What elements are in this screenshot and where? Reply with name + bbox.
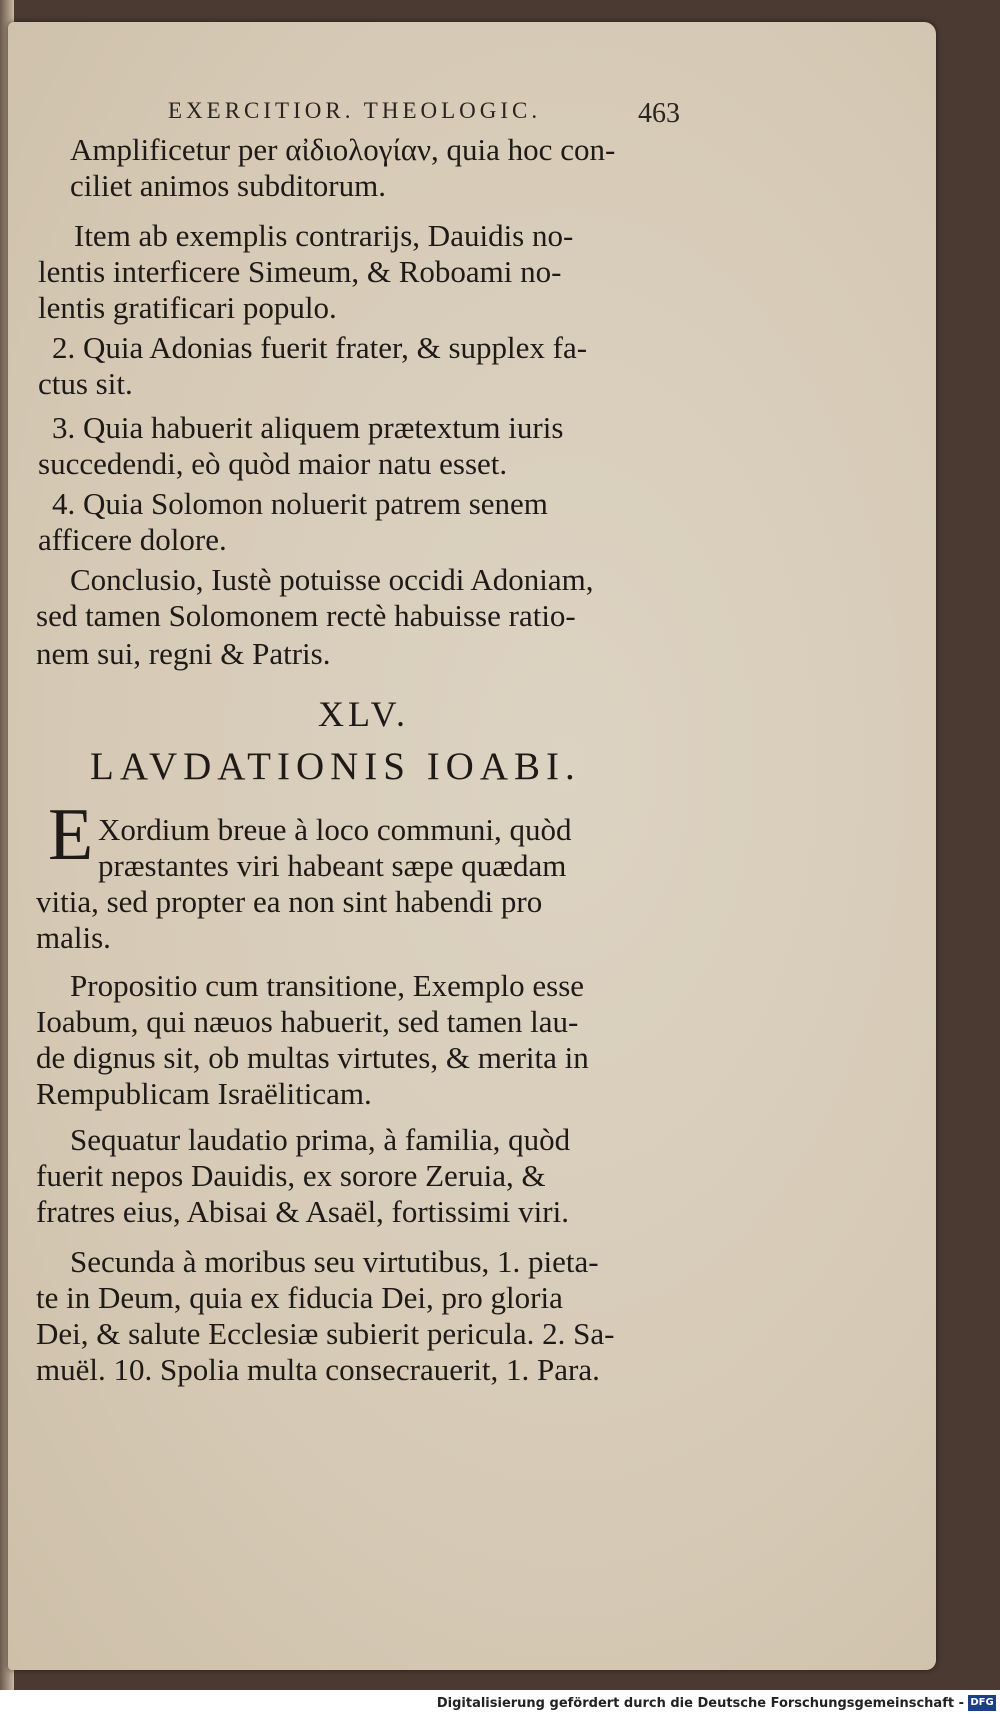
text-line: Item ab exemplis contrarijs, Dauidis no- — [74, 218, 574, 253]
footer-bar — [0, 1690, 1000, 1718]
text-line: fuerit nepos Dauidis, ex sorore Zeruia, & — [36, 1158, 546, 1193]
text-line: Rempublicam Israëliticam. — [36, 1076, 372, 1111]
text-line: lentis interficere Simeum, & Roboami no- — [38, 254, 562, 289]
text-line: de dignus sit, ob multas virtutes, & merita in — [36, 1040, 589, 1075]
running-head: EXERCITIOR. THEOLOGIC. — [168, 98, 542, 123]
text-line: Dei, & salute Ecclesiæ subierit pericula. 2. Sa- — [36, 1316, 615, 1351]
section-title: LAVDATIONIS IOABI. — [90, 745, 581, 788]
text-line: Xordium breue à loco communi, quòd — [98, 812, 572, 847]
text-line: ciliet animos subditorum. — [70, 168, 386, 203]
text-line: sed tamen Solomonem rectè habuisse ratio- — [36, 598, 576, 633]
text-line: malis. — [36, 920, 111, 955]
text-line: Sequatur laudatio prima, à familia, quòd — [70, 1122, 571, 1157]
text-line: Conclusio, Iustè potuisse occidi Adoniam, — [70, 562, 594, 597]
text-line: Secunda à moribus seu virtutibus, 1. pieta- — [70, 1244, 599, 1279]
book-page — [8, 22, 936, 1670]
text-line: 3. Quia habuerit aliquem prætextum iuris — [52, 410, 564, 445]
text-line: Amplificetur per αἰδιολογίαν, quia hoc con- — [70, 132, 616, 167]
page-number: 463 — [638, 98, 680, 129]
funding-credit: Digitalisierung gefördert durch die Deutsche Forschungsgemeinschaft - — [436, 1696, 964, 1711]
section-number: XLV. — [318, 694, 410, 734]
text-line: muël. 10. Spolia multa consecrauerit, 1. Para. — [36, 1352, 600, 1387]
text-line: ctus sit. — [38, 366, 133, 401]
text-line: præstantes viri habeant sæpe quædam — [98, 848, 567, 883]
text-line: 4. Quia Solomon noluerit patrem senem — [52, 486, 548, 521]
drop-cap: E — [48, 794, 94, 876]
text-line: 2. Quia Adonias fuerit frater, & supplex fa- — [52, 330, 588, 365]
text-line: nem sui, regni & Patris. — [36, 636, 331, 671]
dfg-logo: DFG — [968, 1695, 996, 1711]
text-line: afficere dolore. — [38, 522, 227, 557]
text-line: lentis gratificari populo. — [38, 290, 337, 325]
text-line: fratres eius, Abisai & Asaël, fortissimi viri. — [36, 1194, 569, 1229]
text-line: te in Deum, quia ex fiducia Dei, pro gloria — [36, 1280, 563, 1315]
text-line: Propositio cum transitione, Exemplo esse — [70, 968, 585, 1003]
text-line: Ioabum, qui næuos habuerit, sed tamen lau- — [36, 1004, 579, 1039]
text-line: succedendi, eò quòd maior natu esset. — [38, 446, 508, 481]
text-line: vitia, sed propter ea non sint habendi pro — [36, 884, 543, 919]
